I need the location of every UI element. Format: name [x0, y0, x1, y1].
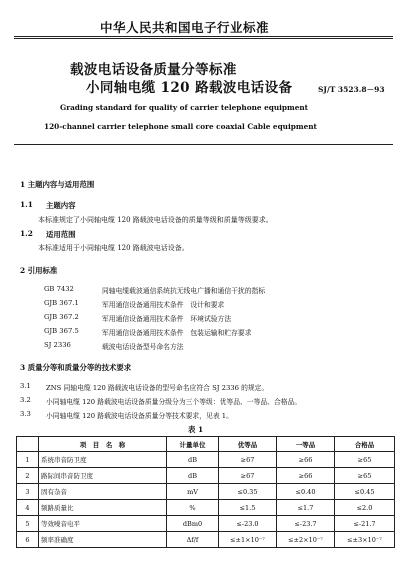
- section1-2-text: 本标准适用于小同轴电缆 120 路载波电话设备。: [38, 244, 189, 252]
- table-cell: Δf/f: [167, 532, 219, 548]
- table-row: [17, 532, 395, 548]
- table-cell: ≤1.7: [277, 500, 335, 516]
- ref-title: 军用通信设备通用技术条件 设计和要求: [102, 301, 225, 309]
- ref-title: 军用通信设备通用技术条件 环境试验方法: [102, 315, 232, 323]
- english-title-line2: 120-channel carrier telephone small core coaxial Cable equipment: [44, 122, 317, 131]
- ref-code: GJB 367.2: [44, 313, 79, 321]
- table-header-cell: 计量单位: [167, 437, 219, 452]
- section1-1-title: 主题内容: [46, 201, 76, 210]
- table-header-cell: 优等品: [219, 437, 277, 452]
- table-cell: 频率准确度: [39, 532, 167, 548]
- table-cell: ≤±3×10⁻⁷: [335, 532, 395, 548]
- section1-heading: 1 主题内容与适用范围: [20, 180, 95, 189]
- table-header-cell: 一等品: [277, 437, 335, 452]
- table-cell: 5: [17, 516, 39, 532]
- standard-title-line1: 载波电话设备质量分等标准: [70, 62, 237, 78]
- header-rule-bottom: [14, 38, 393, 39]
- ministry-title: 中华人民共和国电子行业标准: [100, 20, 270, 35]
- table-cell: ≥65: [335, 468, 395, 484]
- quality-grade-table: [16, 436, 395, 548]
- table-cell: 3: [17, 484, 39, 500]
- table-header-cell: 合格品: [335, 437, 395, 452]
- section1-2-number: 1.2: [20, 229, 33, 238]
- table-cell: ≥66: [277, 468, 335, 484]
- ref-code: GB 7432: [44, 285, 74, 293]
- ref-title: 同轴电缆载波通信系统抗无线电广播和通信干扰的指标: [102, 287, 266, 295]
- table-cell: ≥67: [219, 468, 277, 484]
- table-cell: ≤0.40: [277, 484, 335, 500]
- header-rule-top: [14, 36, 393, 37]
- table-cell: mV: [167, 484, 219, 500]
- ref-title: 军用通信设备通用技术条件 包装运输和贮存要求: [102, 329, 252, 337]
- table-cell: dBm0: [167, 516, 219, 532]
- table-cell: 4: [17, 500, 39, 516]
- table-cell: ≤2.0: [335, 500, 395, 516]
- table-cell: ≥66: [277, 452, 335, 468]
- english-title-line1: Grading standard for quality of carrier telephone equipment: [60, 103, 309, 112]
- table-cell: ≤±2×10⁻⁷: [277, 532, 335, 548]
- table-cell: ≤±1×10⁻⁷: [219, 532, 277, 548]
- table-cell: ≥65: [335, 452, 395, 468]
- table-cell: ≤-21.7: [335, 516, 395, 532]
- table-cell: ≤0.35: [219, 484, 277, 500]
- table-row: [17, 516, 395, 532]
- section3-item-text: ZNS 同轴电缆 120 路载波电话设备的型号命名应符合 SJ 2336 的规定。: [46, 384, 269, 392]
- section3-item-text: 小同轴电缆 120 路载波电话设备质量分级分为三个等级：优等品、一等品、合格品。: [46, 398, 302, 406]
- table-cell: ≤-23.7: [277, 516, 335, 532]
- section3-heading: 3 质量分等和质量分等的技术要求: [20, 363, 132, 372]
- table-row: [17, 500, 395, 516]
- table-cell: dB: [167, 468, 219, 484]
- section1-1-number: 1.1: [20, 200, 33, 209]
- section1-1-text: 本标准规定了小同轴电缆 120 路载波电话设备的质量等级和质量等级要求。: [38, 216, 273, 224]
- ref-code: GJB 367.5: [44, 327, 79, 335]
- table-cell: 固有杂音: [39, 484, 167, 500]
- table-row: [17, 484, 395, 500]
- table-cell: ≤1.5: [219, 500, 277, 516]
- table-cell: ≤0.45: [335, 484, 395, 500]
- table-row: [17, 452, 395, 468]
- table-cell: 2: [17, 468, 39, 484]
- table-cell: ≤-23.0: [219, 516, 277, 532]
- title-rule: [14, 144, 393, 145]
- table-cell: %: [167, 500, 219, 516]
- table-cell: 1: [17, 452, 39, 468]
- table-cell: 频路质量比: [39, 500, 167, 516]
- section3-item-text: 小同轴电缆 120 路载波电话设备质量分等技术要求，见表 1。: [46, 412, 233, 420]
- ref-title: 载波电话设备型号命名方法: [102, 343, 184, 351]
- table-row: [17, 468, 395, 484]
- table-cell: 等效噪音电平: [39, 516, 167, 532]
- ref-code: GJB 367.1: [44, 299, 79, 307]
- table-header-cell: 项 目 名 称: [39, 437, 167, 452]
- table-cell: 系统串音防卫度: [39, 452, 167, 468]
- table-caption: 表 1: [188, 425, 204, 434]
- section1-2-title: 适用范围: [46, 230, 76, 239]
- table-header-row: [17, 437, 395, 452]
- table-cell: ≥67: [219, 452, 277, 468]
- table-cell: 路际间串音防卫度: [39, 468, 167, 484]
- section3-item-number: 3.3: [20, 410, 31, 418]
- table-cell: dB: [167, 452, 219, 468]
- section2-heading: 2 引用标准: [20, 266, 58, 275]
- section3-item-number: 3.2: [20, 396, 31, 404]
- table-cell: 6: [17, 532, 39, 548]
- standard-title-line2: 小同轴电缆 120 路载波电话设备: [86, 80, 293, 96]
- standard-number: SJ/T 3523.8－93: [318, 85, 385, 94]
- section3-item-number: 3.1: [20, 382, 31, 390]
- ref-code: SJ 2336: [44, 341, 71, 349]
- table-header-cell: [17, 437, 39, 452]
